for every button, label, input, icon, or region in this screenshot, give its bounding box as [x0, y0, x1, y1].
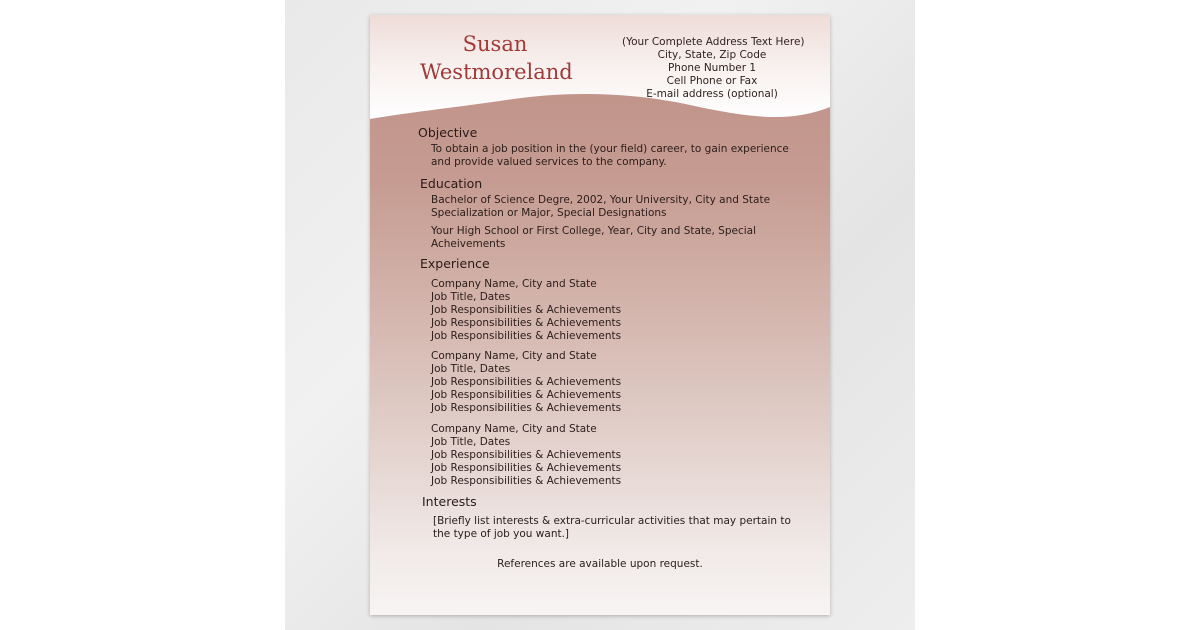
- job-title: Job Title, Dates: [431, 363, 511, 375]
- contact-address: (Your Complete Address Text Here): [622, 36, 805, 48]
- contact-city: City, State, Zip Code: [657, 49, 767, 61]
- education-entry: [431, 225, 771, 251]
- references-note: References are available upon request.: [497, 558, 703, 570]
- job-responsibility: Job Responsibilities & Achievements: [431, 389, 622, 401]
- contact-email: E-mail address (optional): [646, 88, 778, 100]
- job-entry: [431, 350, 771, 415]
- job-responsibility: Job Responsibilities & Achievements: [431, 376, 622, 388]
- job-responsibility: Job Responsibilities & Achievements: [431, 317, 622, 329]
- job-responsibility: Job Responsibilities & Achievements: [431, 330, 622, 342]
- objective-line: To obtain a job position in the (your field) career, to gain experience: [431, 143, 789, 155]
- experience-heading: Experience: [420, 256, 490, 271]
- education-line: Specialization or Major, Special Designations: [431, 207, 667, 219]
- job-responsibility: Job Responsibilities & Achievements: [431, 475, 622, 487]
- education-line: Bachelor of Science Degre, 2002, Your University, City and State: [431, 194, 771, 206]
- job-company: Company Name, City and State: [431, 423, 597, 435]
- last-name: Westmoreland: [420, 60, 573, 84]
- job-responsibility: Job Responsibilities & Achievements: [431, 449, 622, 461]
- job-responsibility: Job Responsibilities & Achievements: [431, 462, 622, 474]
- contact-block: [622, 36, 805, 101]
- job-entry: [431, 423, 771, 488]
- objective-heading: Objective: [418, 125, 478, 140]
- job-company: Company Name, City and State: [431, 350, 597, 362]
- interests-text: [433, 515, 791, 541]
- education-line: Your High School or First College, Year, City and State, Special: [431, 225, 756, 237]
- interests-heading: Interests: [422, 494, 477, 509]
- job-company: Company Name, City and State: [431, 278, 597, 290]
- education-entry: [431, 194, 771, 220]
- job-entry: [431, 278, 771, 343]
- objective-line: and provide valued services to the company.: [431, 156, 667, 168]
- job-title: Job Title, Dates: [431, 436, 511, 448]
- first-name: Susan: [462, 32, 528, 56]
- education-heading: Education: [420, 176, 483, 191]
- education-line: Acheivements: [431, 238, 506, 250]
- job-responsibility: Job Responsibilities & Achievements: [431, 402, 622, 414]
- contact-phone: Phone Number 1: [667, 62, 757, 74]
- job-title: Job Title, Dates: [431, 291, 511, 303]
- interests-line: the type of job you want.]: [433, 528, 570, 540]
- resume-page: [370, 15, 830, 615]
- contact-cell: Cell Phone or Fax: [666, 75, 758, 87]
- objective-text: [431, 143, 789, 169]
- interests-line: [Briefly list interests & extra-curricular activities that may pertain to: [433, 515, 791, 527]
- candidate-name: [420, 30, 573, 86]
- job-responsibility: Job Responsibilities & Achievements: [431, 304, 622, 316]
